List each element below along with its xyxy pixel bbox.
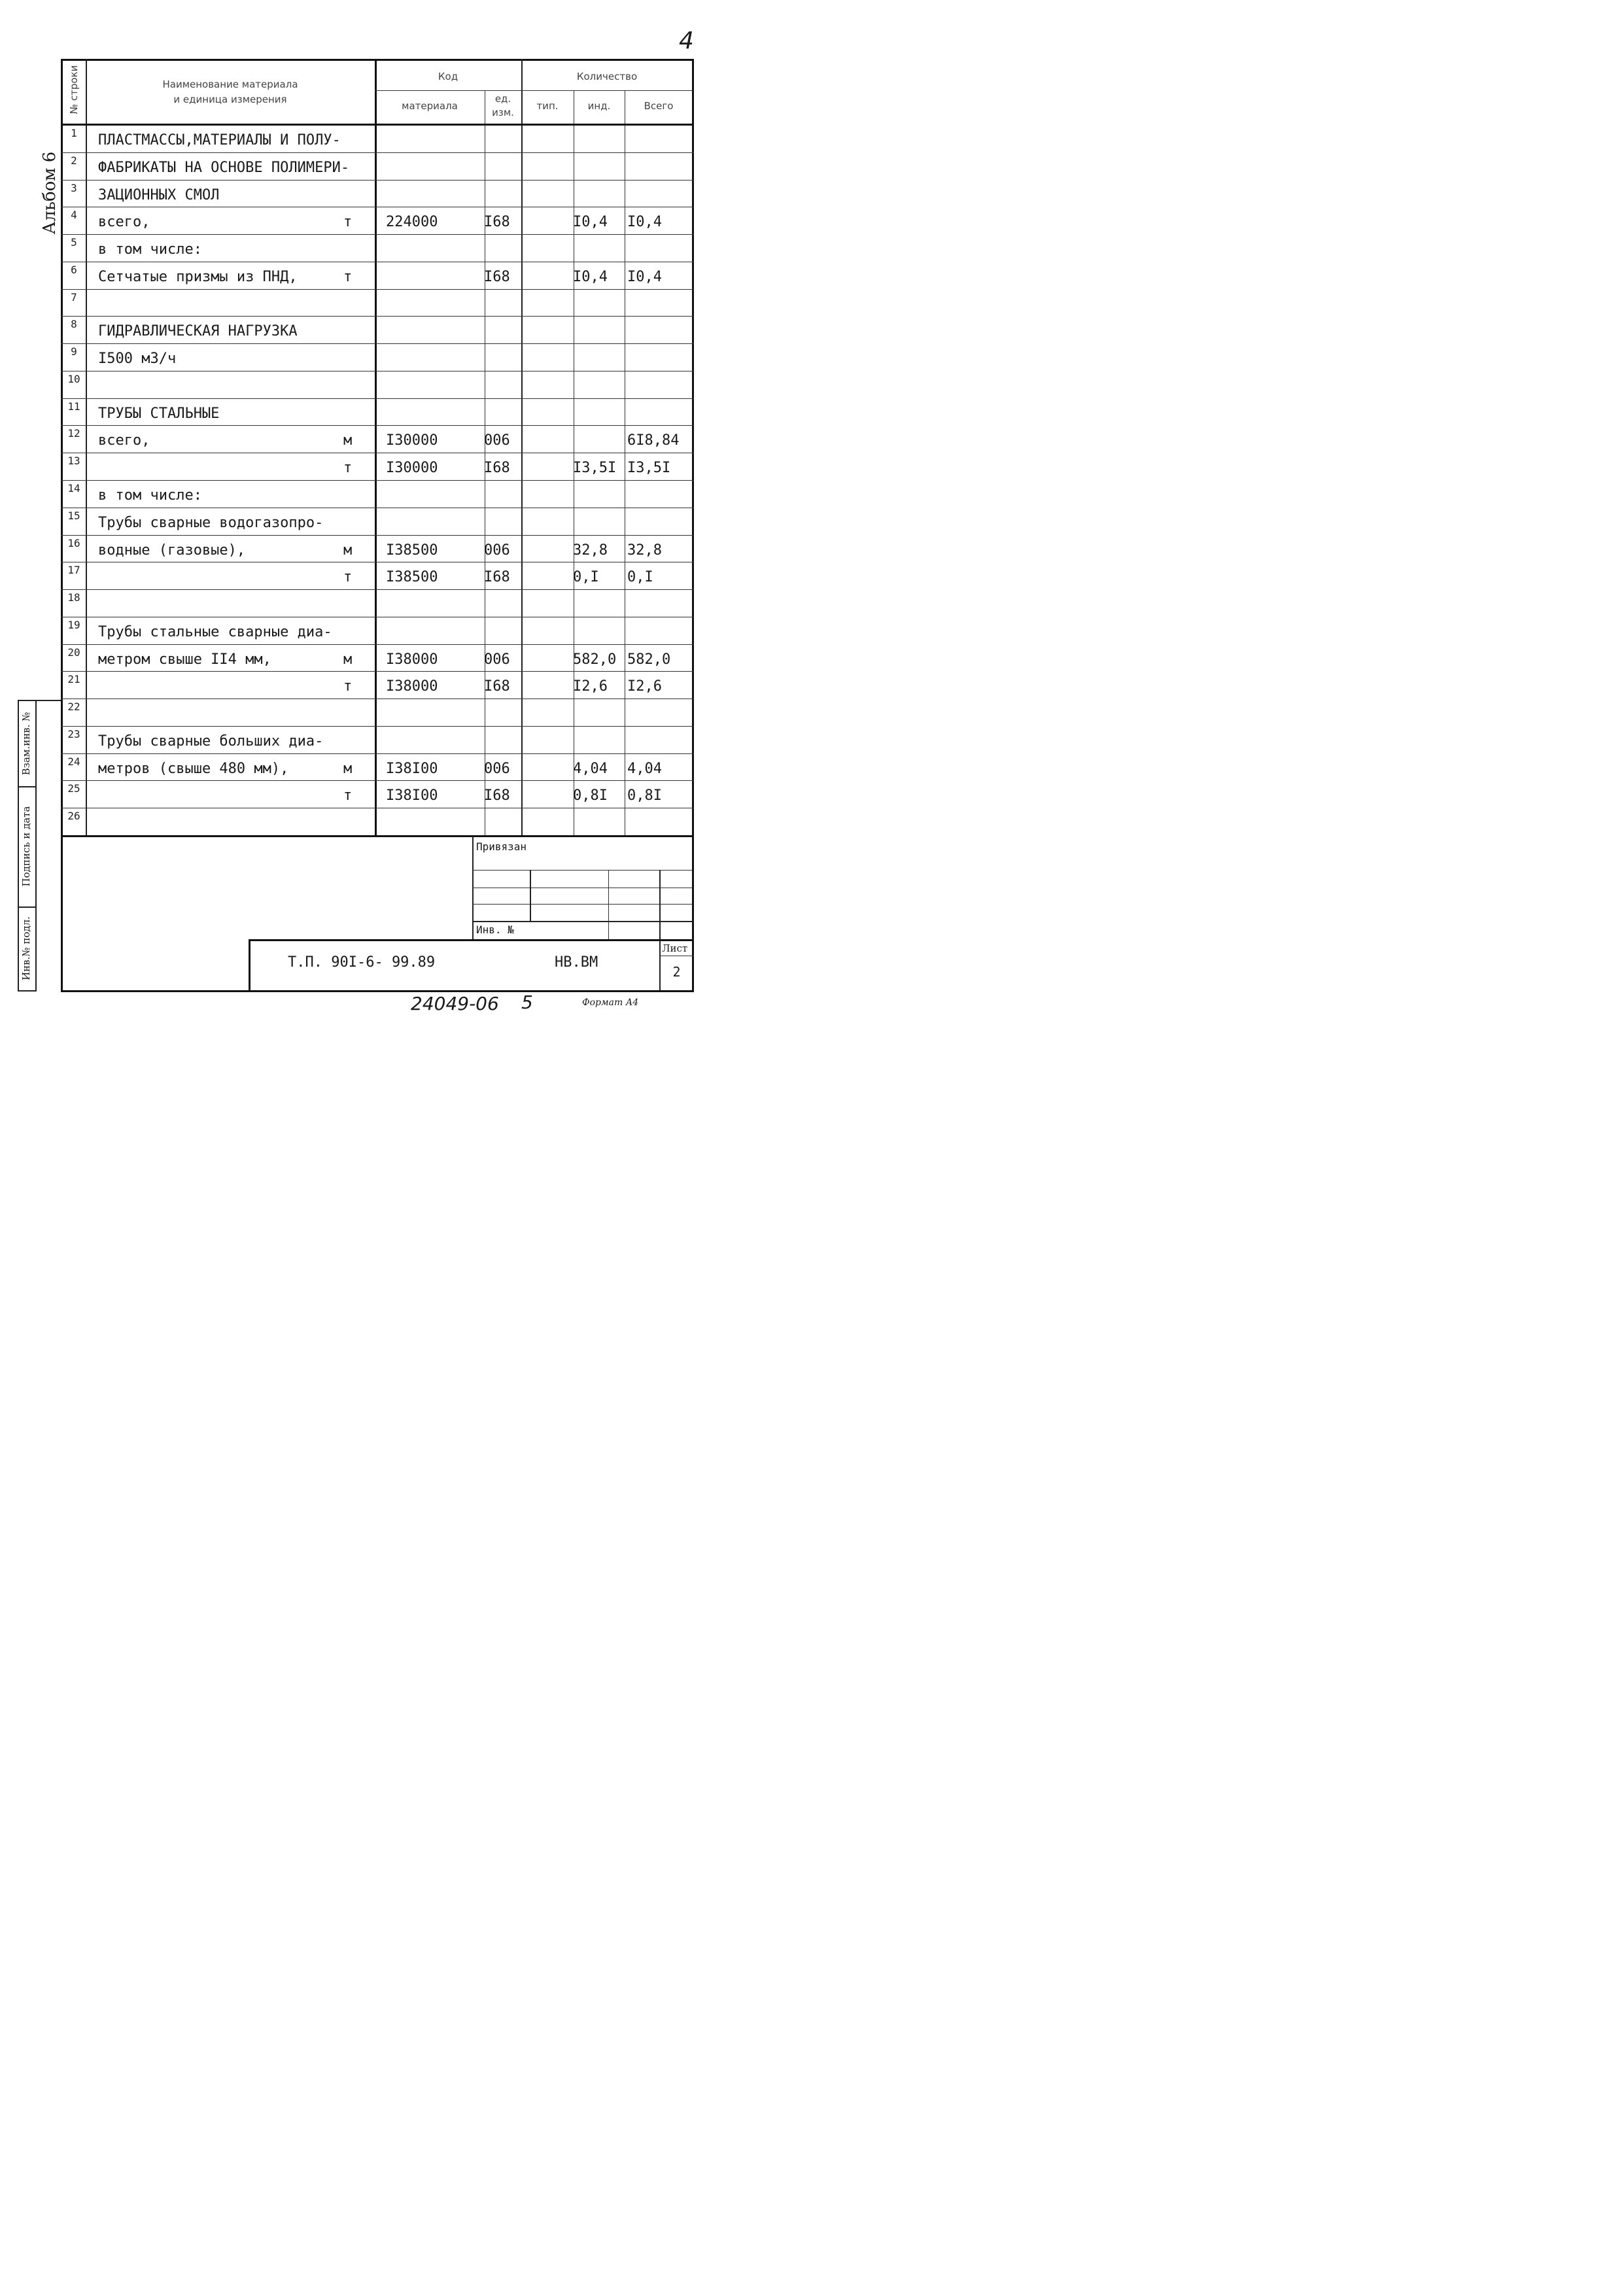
qty-typ [523,264,573,291]
material-code [386,373,484,400]
unit-symbol: т [343,678,353,695]
material-code [386,400,484,428]
material-name: ТРУБЫ СТАЛЬНЫЕ [98,405,220,422]
header-quantity: Количество [576,71,638,82]
qty-total [627,619,693,646]
qty-typ [523,291,573,319]
qty-total [627,182,693,209]
material-name [98,455,347,482]
material-code [386,291,484,319]
unit-code: I68 [484,460,510,477]
row-number: 10 [67,372,80,385]
unit-symbol: т [343,569,353,586]
material-code [386,700,484,728]
qty-ind: 0,8I [573,787,608,804]
qty-ind [573,509,624,537]
row-number: 2 [71,154,77,167]
qty-ind [573,810,624,837]
material-code: I38I00 [386,760,438,777]
unit-code [484,182,521,209]
qty-total [627,154,693,182]
material-code: I38500 [386,569,438,586]
material-name: ПЛАСТМАССЫ,МАТЕРИАЛЫ И ПОЛУ- [98,132,341,148]
material-code: I30000 [386,460,438,477]
qty-ind: 0,I [573,569,599,586]
material-name: водные (газовые), [98,542,246,559]
material-name: ФАБРИКАТЫ НА ОСНОВЕ ПОЛИМЕРИ- [98,159,350,176]
qty-total [627,318,693,345]
material-name: в том числе: [98,241,202,258]
unit-code [484,700,521,728]
qty-total: 582,0 [627,651,671,668]
material-code [386,127,484,154]
unit-symbol [343,728,366,755]
row-number: 11 [67,400,80,413]
qty-total [627,482,693,509]
row-number: 17 [67,564,80,577]
qty-typ [523,728,573,755]
unit-symbol [343,619,366,646]
material-name: Сетчатые призмы из ПНД, [98,268,298,285]
unit-code: I68 [484,678,510,695]
material-code [386,345,484,373]
unit-code: 006 [484,432,510,449]
unit-code: I68 [484,214,510,231]
album-label: Альбом 6 [40,151,60,235]
handwritten-number: 24049-06 [411,993,499,1014]
handwritten-page: 5 [521,992,533,1013]
qty-total [627,728,693,755]
header-code: Код [438,71,458,82]
sheet-number: 2 [672,964,681,980]
row-number: 3 [71,181,77,194]
material-name: ЗАЦИОННЫХ СМОЛ [98,186,220,203]
unit-code: 006 [484,651,510,668]
header-name-line2: и единица измерения [173,94,287,105]
qty-ind [573,182,624,209]
unit-code: 006 [484,542,510,559]
qty-ind: 4,04 [573,760,608,777]
material-name: ГИДРАВЛИЧЕСКАЯ НАГРУЗКА [98,323,298,340]
row-number: 12 [67,427,80,440]
qty-typ [523,482,573,509]
material-code: I38I00 [386,787,438,804]
qty-ind [573,127,624,154]
material-name: Трубы сварные водогазопро- [98,514,324,531]
material-code: I30000 [386,432,438,449]
row-number: 9 [71,345,77,358]
unit-code: I68 [484,787,510,804]
material-code [386,482,484,509]
qty-ind [573,291,624,319]
qty-ind [573,154,624,182]
qty-total [627,345,693,373]
qty-ind [573,482,624,509]
qty-ind [573,591,624,619]
unit-symbol: м [343,432,353,449]
material-name [98,782,347,810]
material-code: I38000 [386,651,438,668]
unit-symbol [343,591,366,619]
material-name: в том числе: [98,487,202,504]
unit-symbol [343,127,366,154]
unit-symbol: м [343,760,353,777]
qty-ind [573,728,624,755]
qty-ind: 32,8 [573,542,608,559]
qty-total: 32,8 [627,542,662,559]
qty-total [627,591,693,619]
unit-code: I68 [484,569,510,586]
unit-code [484,291,521,319]
inv-no-label: Инв. № [476,923,514,936]
unit-symbol [343,373,366,400]
material-code [386,728,484,755]
material-code: 224000 [386,214,438,231]
row-number: 14 [67,482,80,494]
qty-ind [573,236,624,264]
header-unit-line2: изм. [492,107,514,118]
qty-typ [523,318,573,345]
qty-total [627,509,693,537]
qty-total: I2,6 [627,678,662,695]
qty-typ [523,564,573,591]
qty-ind [573,373,624,400]
material-name: I500 м3/ч [98,351,177,368]
material-code [386,236,484,264]
qty-total [627,236,693,264]
page-number: 4 [679,27,694,54]
qty-typ [523,591,573,619]
qty-typ [523,373,573,400]
material-name [98,591,347,619]
unit-symbol [343,400,366,428]
header-typ: тип. [536,100,559,112]
header-material: материала [402,100,458,112]
qty-total: 4,04 [627,760,662,777]
row-number: 19 [67,618,80,631]
unit-symbol [343,182,366,209]
material-name: метров (свыше 480 мм), [98,760,289,777]
qty-total [627,400,693,428]
unit-code [484,154,521,182]
unit-symbol [343,700,366,728]
material-code [386,318,484,345]
material-name [98,564,347,591]
qty-total [627,373,693,400]
qty-typ [523,509,573,537]
qty-ind [573,318,624,345]
qty-typ [523,400,573,428]
material-name: всего, [98,214,150,231]
qty-typ [523,810,573,837]
material-code [386,810,484,837]
qty-total [627,700,693,728]
qty-ind: I2,6 [573,678,608,695]
qty-total: I0,4 [627,214,662,231]
qty-typ [523,455,573,482]
unit-symbol [343,291,366,319]
row-number: 15 [67,509,80,522]
row-number: 24 [67,755,80,768]
row-number: 4 [71,209,77,222]
header-unit-line1: ед. [494,93,511,105]
material-code [386,264,484,291]
qty-ind: 582,0 [573,651,617,668]
material-name: всего, [98,432,150,449]
header-row-no: № строки [68,65,80,114]
document-mark: НВ.ВМ [555,954,598,971]
qty-ind [573,427,624,455]
unit-code: 006 [484,760,510,777]
row-number: 16 [67,536,80,549]
header-total: Всего [644,100,674,112]
material-code: I38500 [386,542,438,559]
unit-symbol [343,318,366,345]
unit-symbol [343,236,366,264]
row-number: 22 [67,700,80,714]
unit-code [484,373,521,400]
unit-code [484,236,521,264]
qty-typ [523,236,573,264]
unit-symbol: м [343,542,353,559]
unit-code [484,127,521,154]
qty-ind [573,400,624,428]
qty-typ [523,127,573,154]
qty-ind [573,619,624,646]
material-code: I38000 [386,678,438,695]
header-name-line1: Наименование материала [162,78,298,90]
qty-ind [573,700,624,728]
qty-total: 0,I [627,569,653,586]
qty-typ [523,673,573,700]
header-ind: инд. [587,100,611,112]
row-number: 21 [67,673,80,686]
unit-symbol: м [343,651,353,668]
qty-total [627,127,693,154]
unit-symbol: т [343,214,353,231]
unit-code [484,509,521,537]
sheet-label: Лист [662,942,688,954]
material-code [386,591,484,619]
row-number: 25 [67,782,80,795]
qty-ind [573,345,624,373]
privyazan-label: Привязан [476,840,527,853]
row-number: 18 [67,591,80,604]
unit-symbol: т [343,787,353,804]
qty-total: I3,5I [627,460,671,477]
qty-typ [523,427,573,455]
qty-total: 0,8I [627,787,662,804]
qty-typ [523,345,573,373]
row-number: 20 [67,646,80,659]
row-number: 23 [67,727,80,740]
material-code [386,182,484,209]
material-code [386,154,484,182]
qty-ind: I0,4 [573,214,608,231]
material-name [98,373,347,400]
unit-code [484,318,521,345]
qty-typ [523,646,573,674]
material-name: Трубы сварные больших диа- [98,733,324,750]
qty-typ [523,182,573,209]
unit-symbol [343,345,366,373]
material-code [386,619,484,646]
unit-symbol [343,154,366,182]
material-name [98,673,347,700]
unit-code [484,619,521,646]
format-label: Формат А4 [582,997,639,1008]
unit-code [484,728,521,755]
unit-code [484,482,521,509]
unit-symbol [343,509,366,537]
qty-typ [523,537,573,564]
unit-symbol: т [343,268,353,285]
qty-ind: I3,5I [573,460,617,477]
qty-typ [523,154,573,182]
qty-ind: I0,4 [573,268,608,285]
qty-typ [523,782,573,810]
row-number: 5 [71,236,77,249]
unit-symbol: т [343,460,353,477]
row-number: 1 [71,127,77,139]
side-stamp-vzam: Взам.инв. № [20,712,32,776]
unit-code [484,591,521,619]
unit-symbol [343,810,366,837]
material-name [98,291,347,319]
unit-code [484,810,521,837]
row-number: 8 [71,318,77,331]
qty-total: I0,4 [627,268,662,285]
row-number: 26 [67,810,80,823]
qty-typ [523,619,573,646]
qty-typ [523,755,573,783]
qty-typ [523,700,573,728]
row-number: 6 [71,263,77,276]
material-name [98,810,347,837]
unit-code [484,345,521,373]
document-code: Т.П. 90I-6- 99.89 [288,954,436,971]
unit-code: I68 [484,268,510,285]
side-stamp-podpis: Подпись и дата [20,806,32,887]
row-number: 7 [71,290,77,303]
unit-symbol [343,482,366,509]
material-code [386,509,484,537]
unit-code [484,400,521,428]
material-name [98,700,347,728]
qty-total [627,810,693,837]
qty-total [627,291,693,319]
material-name: метром свыше II4 мм, [98,651,271,668]
side-stamp-inv-podl: Инв.№ подл. [20,916,32,980]
row-number: 13 [67,455,80,468]
qty-total: 6I8,84 [627,432,680,449]
material-name: Трубы стальные сварные диа- [98,623,332,640]
qty-typ [523,209,573,236]
